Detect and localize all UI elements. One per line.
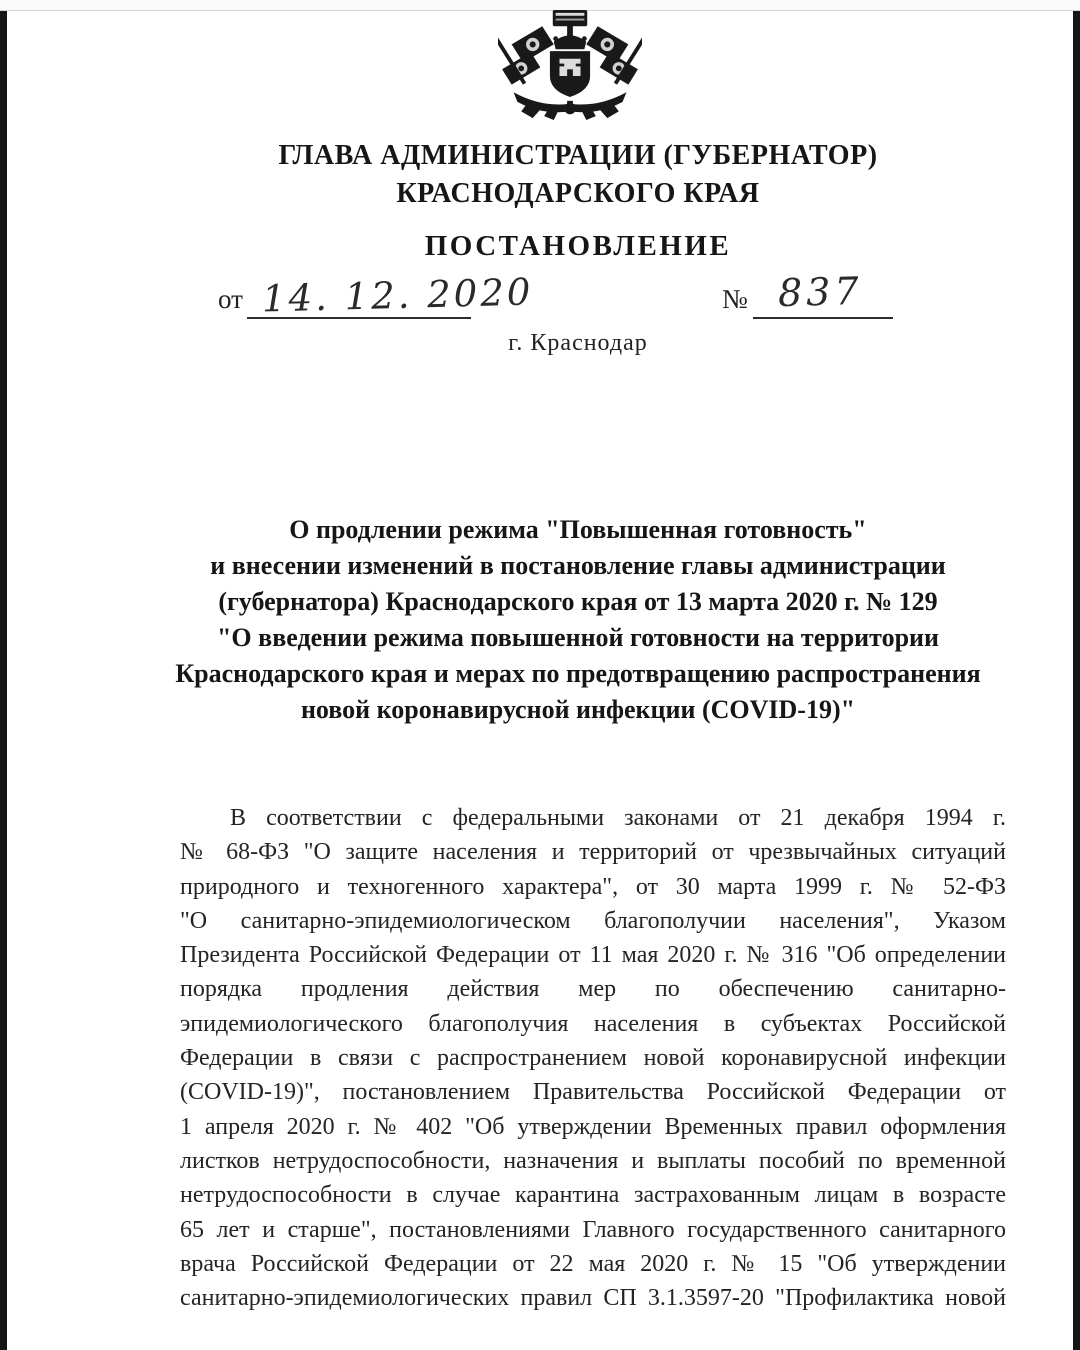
title-line-6: новой коронавирусной инфекции (COVID-19)" — [300, 695, 856, 724]
body-line-6: порядка продления действия мер по обеспечению санитарно- — [180, 976, 1006, 1003]
right-black-border — [1073, 11, 1080, 1350]
document-title — [163, 512, 993, 728]
org-name-line-1: ГЛАВА АДМИНИСТРАЦИИ (ГУБЕРНАТОР) — [278, 140, 878, 171]
number-underline — [753, 317, 893, 319]
body-paragraph — [180, 801, 1006, 1315]
krasnodar-krai-coat-of-arms-icon — [498, 10, 642, 120]
number-label: № — [722, 284, 748, 314]
title-line-2: и внесении изменений в постановление главы администрации — [210, 551, 946, 580]
document-type-title: ПОСТАНОВЛЕНИЕ — [424, 230, 732, 262]
left-black-border — [0, 11, 7, 1350]
body-line-4: "О санитарно-эпидемиологическом благополучии населения", Указом — [180, 907, 1006, 934]
body-line-11: листков нетрудоспособности, назначения и выплаты пособий по временной — [180, 1147, 1006, 1174]
title-line-1: О продлении режима "Повышенная готовность" — [289, 515, 867, 544]
number-value-handwritten: 837 — [777, 268, 864, 316]
title-line-4: "О введении режима повышенной готовности на территории — [217, 623, 939, 652]
org-name-line-2: КРАСНОДАРСКОГО КРАЯ — [396, 178, 760, 209]
date-underline — [247, 317, 471, 319]
body-line-3: природного и техногенного характера", от 30 марта 1999 г. № 52-ФЗ — [180, 873, 1006, 900]
body-line-12: нетрудоспособности в случае карантина застрахованным лицам в возрасте — [180, 1182, 1006, 1209]
body-line-13: 65 лет и старше", постановлениями Главного государственного санитарного — [180, 1216, 1006, 1243]
date-label: от — [218, 284, 243, 314]
date-value-handwritten: 14. 12. 2020 — [261, 270, 534, 321]
title-line-5: Краснодарского края и мерах по предотвращению распространения — [175, 659, 981, 688]
body-line-15: санитарно-эпидемиологических правил СП 3.1.3597-20 "Профилактика новой — [180, 1285, 1006, 1312]
body-line-2: № 68-ФЗ "О защите населения и территорий от чрезвычайных ситуаций — [180, 839, 1006, 866]
body-line-14: врача Российской Федерации от 22 мая 2020 г. № 15 "Об утверждении — [180, 1250, 1006, 1277]
place-line: г. Краснодар — [508, 330, 648, 356]
body-line-10: 1 апреля 2020 г. № 402 "Об утверждении Временных правил оформления — [180, 1113, 1006, 1140]
body-line-8: Федерации в связи с распространением новой коронавирусной инфекции — [180, 1045, 1006, 1072]
body-line-9: (COVID-19)", постановлением Правительства Российской Федерации от — [180, 1079, 1006, 1106]
body-line-1: В соответствии с федеральными законами от 21 декабря 1994 г. — [230, 805, 1006, 831]
body-line-7: эпидемиологического благополучия населения в субъектах Российской — [180, 1010, 1006, 1037]
body-line-5: Президента Российской Федерации от 11 мая 2020 г. № 316 "Об определении — [180, 942, 1006, 969]
title-line-3: (губернатора) Краснодарского края от 13 марта 2020 г. № 129 — [218, 587, 938, 616]
